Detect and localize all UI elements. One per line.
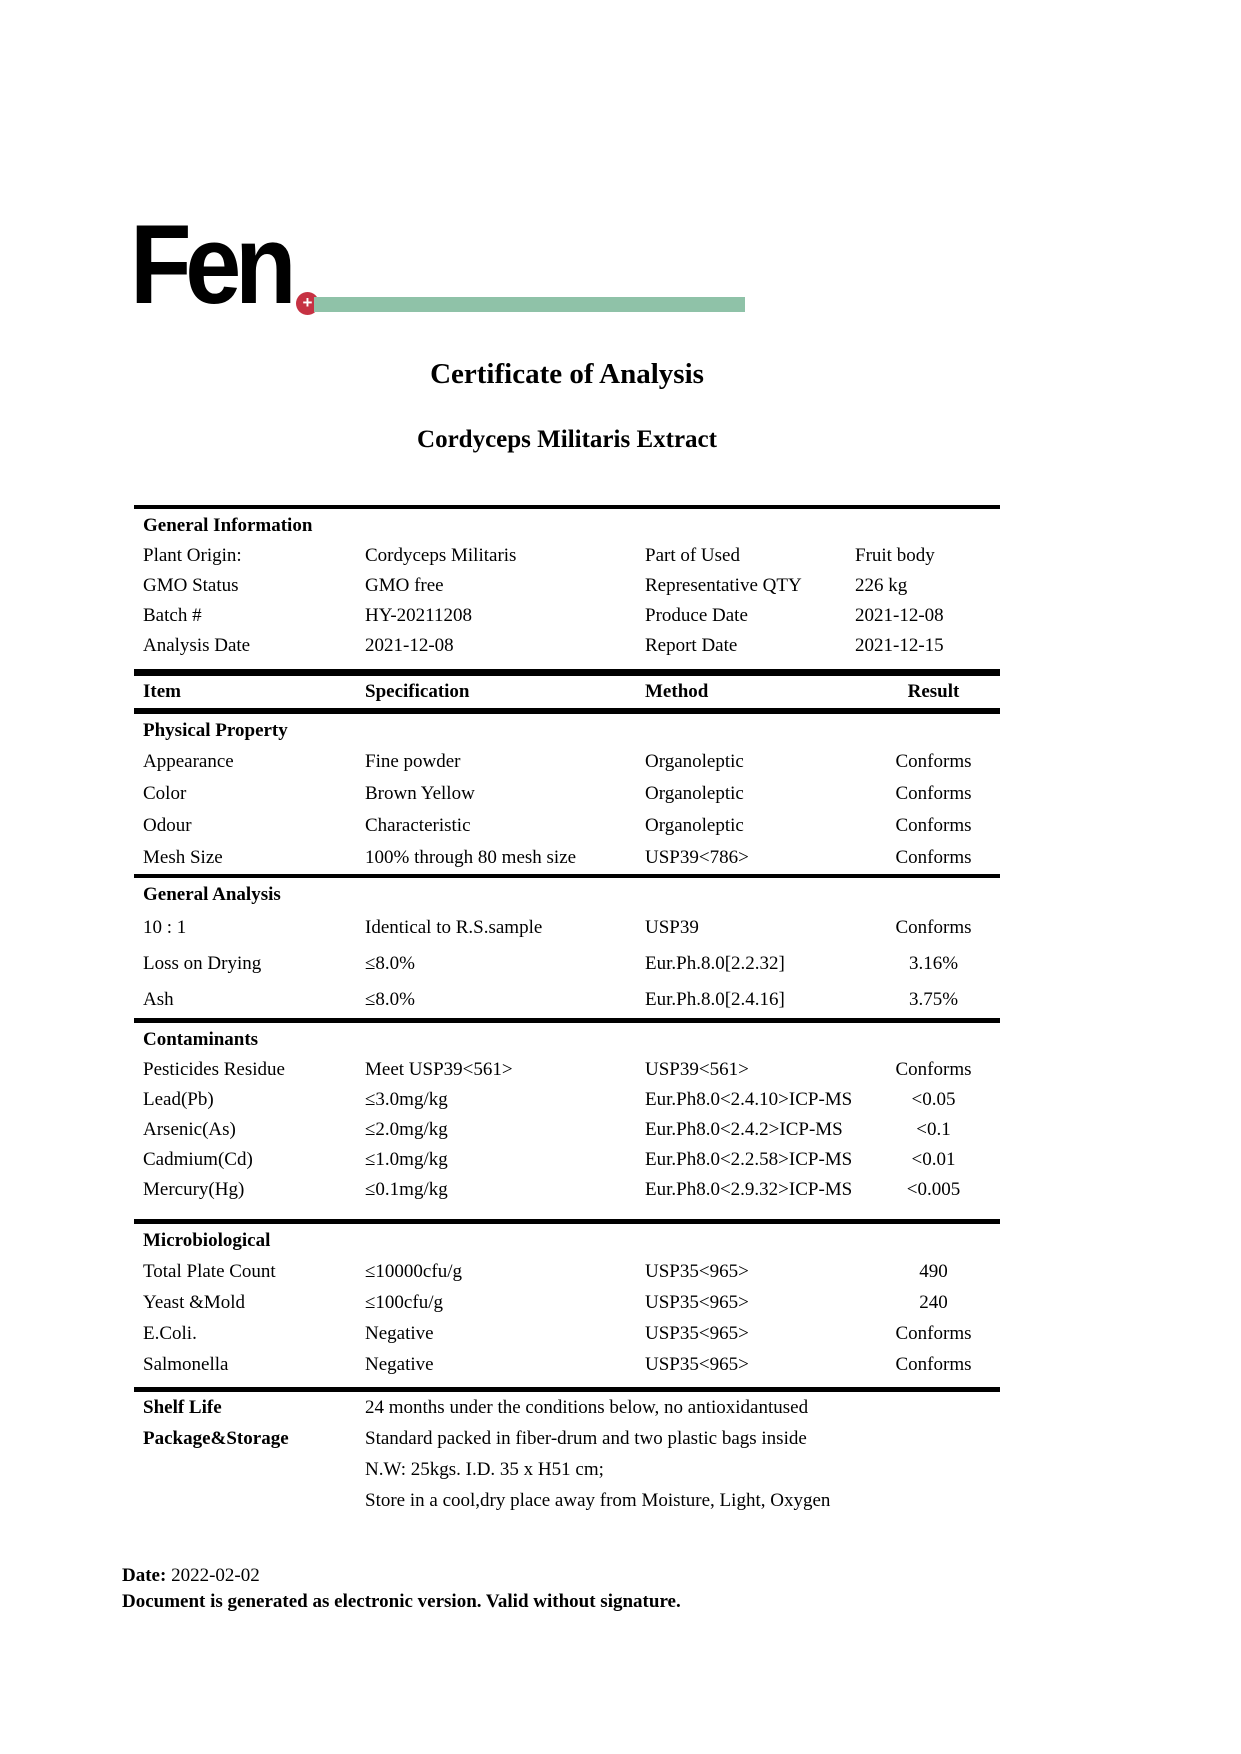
results-section xyxy=(134,714,1000,878)
specification-cell: Identical to R.S.sample xyxy=(365,917,543,938)
specification-cell: ≤1.0mg/kg xyxy=(365,1149,448,1170)
info-value: 226 kg xyxy=(855,575,908,596)
method-cell: Eur.Ph8.0<2.2.58>ICP-MS xyxy=(645,1149,853,1170)
result-cell: Conforms xyxy=(895,847,972,868)
section-heading: General Analysis xyxy=(143,884,281,905)
storage-row xyxy=(134,1392,1000,1423)
info-value: HY-20211208 xyxy=(365,605,472,626)
item-cell: Mercury(Hg) xyxy=(143,1179,245,1200)
result-cell: <0.1 xyxy=(916,1119,951,1140)
table-row xyxy=(134,1055,1000,1085)
storage-text: N.W: 25kgs. I.D. 35 x H51 cm; xyxy=(365,1459,604,1480)
table-row xyxy=(134,910,1000,946)
info-value: 2021-12-08 xyxy=(855,605,944,626)
item-cell: Yeast &Mold xyxy=(143,1292,246,1313)
table-row xyxy=(134,842,1000,874)
method-cell: USP35<965> xyxy=(645,1354,749,1375)
info-value: Cordyceps Militaris xyxy=(365,545,517,566)
table-row xyxy=(134,778,1000,810)
storage-row xyxy=(134,1485,1000,1516)
date-label: Date: xyxy=(122,1565,167,1586)
item-cell: Mesh Size xyxy=(143,847,223,868)
method-cell: Organoleptic xyxy=(645,815,744,836)
section-heading: Microbiological xyxy=(143,1230,271,1251)
method-cell: Organoleptic xyxy=(645,751,744,772)
info-label: Produce Date xyxy=(645,605,748,626)
result-cell: Conforms xyxy=(895,1059,972,1080)
specification-cell: ≤0.1mg/kg xyxy=(365,1179,448,1200)
result-cell: <0.05 xyxy=(911,1089,956,1110)
result-cell: <0.005 xyxy=(906,1179,961,1200)
section-rows xyxy=(134,910,1000,1018)
table-row xyxy=(134,1256,1000,1287)
page-title: Certificate of Analysis xyxy=(430,358,704,390)
method-cell: Eur.Ph.8.0[2.2.32] xyxy=(645,953,785,974)
logo-plus-icon: + xyxy=(296,292,319,315)
info-value: 2021-12-15 xyxy=(855,635,944,656)
table-row xyxy=(134,1287,1000,1318)
item-cell: Cadmium(Cd) xyxy=(143,1149,253,1170)
table-row xyxy=(134,1318,1000,1349)
info-value: GMO free xyxy=(365,575,444,596)
specification-cell: ≤3.0mg/kg xyxy=(365,1089,448,1110)
table-row xyxy=(134,1349,1000,1380)
item-cell: Salmonella xyxy=(143,1354,229,1375)
column-header-method: Method xyxy=(645,681,709,702)
item-cell: Arsenic(As) xyxy=(143,1119,236,1140)
info-label: Batch # xyxy=(143,605,202,626)
method-cell: Eur.Ph8.0<2.9.32>ICP-MS xyxy=(645,1179,853,1200)
section-rows xyxy=(134,746,1000,874)
specification-cell: Meet USP39<561> xyxy=(365,1059,513,1080)
result-cell: Conforms xyxy=(895,917,972,938)
results-header-row xyxy=(134,676,1000,708)
results-sections xyxy=(134,714,1000,1392)
table-row xyxy=(134,1145,1000,1175)
method-cell: USP39 xyxy=(645,917,699,938)
logo xyxy=(130,202,1000,327)
info-label: GMO Status xyxy=(143,575,239,596)
footer-date-line xyxy=(122,1563,681,1589)
footer xyxy=(122,1563,681,1615)
item-cell: 10 : 1 xyxy=(143,917,187,938)
general-info-row xyxy=(134,571,1000,601)
storage-section xyxy=(134,1392,1000,1516)
section-rows xyxy=(134,1055,1000,1205)
item-cell: Lead(Pb) xyxy=(143,1089,214,1110)
item-cell: Total Plate Count xyxy=(143,1261,276,1282)
item-cell: Color xyxy=(143,783,187,804)
table-row xyxy=(134,982,1000,1018)
storage-text: 24 months under the conditions below, no antioxidantused xyxy=(365,1397,809,1418)
result-cell: 3.16% xyxy=(908,953,959,974)
table-row xyxy=(134,1175,1000,1205)
coa-table xyxy=(134,505,1000,1516)
column-header-specification: Specification xyxy=(365,681,470,702)
storage-label xyxy=(143,1485,365,1516)
method-cell: Eur.Ph.8.0[2.4.16] xyxy=(645,989,785,1010)
method-cell: USP35<965> xyxy=(645,1292,749,1313)
info-label: Report Date xyxy=(645,635,738,656)
info-label: Analysis Date xyxy=(143,635,251,656)
storage-label: Package&Storage xyxy=(143,1428,289,1449)
results-section xyxy=(134,1224,1000,1392)
header-top-rule xyxy=(134,669,1000,676)
result-cell: Conforms xyxy=(895,751,972,772)
table-row xyxy=(134,746,1000,778)
method-cell: Eur.Ph8.0<2.4.2>ICP-MS xyxy=(645,1119,843,1140)
general-info-rows xyxy=(134,541,1000,661)
table-row xyxy=(134,810,1000,842)
general-info-row xyxy=(134,541,1000,571)
specification-cell: 100% through 80 mesh size xyxy=(365,847,577,868)
info-value: 2021-12-08 xyxy=(365,635,454,656)
product-name: Cordyceps Militaris Extract xyxy=(417,426,717,453)
table-row xyxy=(134,946,1000,982)
specification-cell: Brown Yellow xyxy=(365,783,475,804)
result-cell: 240 xyxy=(919,1292,948,1313)
table-row xyxy=(134,1085,1000,1115)
results-section xyxy=(134,878,1000,1023)
result-cell: Conforms xyxy=(895,1354,972,1375)
result-cell: 490 xyxy=(919,1261,948,1282)
method-cell: USP39<786> xyxy=(645,847,749,868)
method-cell: USP35<965> xyxy=(645,1261,749,1282)
result-cell: Conforms xyxy=(895,783,972,804)
results-section xyxy=(134,1023,1000,1224)
specification-cell: ≤100cfu/g xyxy=(365,1292,443,1313)
electronic-version-note: Document is generated as electronic version. Valid without signature. xyxy=(122,1591,681,1612)
result-cell: <0.01 xyxy=(911,1149,956,1170)
general-info-row xyxy=(134,631,1000,661)
info-label: Representative QTY xyxy=(645,575,802,596)
column-header-result: Result xyxy=(907,681,960,702)
table-row xyxy=(134,1115,1000,1145)
specification-cell: ≤8.0% xyxy=(365,989,416,1010)
item-cell: Ash xyxy=(143,989,174,1010)
info-value: Fruit body xyxy=(855,545,935,566)
info-label: Plant Origin: xyxy=(143,545,242,566)
column-header-item: Item xyxy=(143,681,181,702)
section-heading: General Information xyxy=(143,515,313,536)
method-cell: Eur.Ph8.0<2.4.10>ICP-MS xyxy=(645,1089,853,1110)
specification-cell: Characteristic xyxy=(365,815,471,836)
storage-text: Standard packed in fiber-drum and two plastic bags inside xyxy=(365,1428,807,1449)
storage-text: Store in a cool,dry place away from Moisture, Light, Oxygen xyxy=(365,1490,831,1511)
storage-label: Shelf Life xyxy=(143,1397,222,1418)
result-cell: Conforms xyxy=(895,1323,972,1344)
item-cell: Appearance xyxy=(143,751,234,772)
specification-cell: Fine powder xyxy=(365,751,461,772)
general-information-section xyxy=(134,509,1000,669)
item-cell: Odour xyxy=(143,815,192,836)
storage-label xyxy=(143,1454,365,1485)
info-label: Part of Used xyxy=(645,545,740,566)
specification-cell: ≤10000cfu/g xyxy=(365,1261,462,1282)
specification-cell: Negative xyxy=(365,1323,434,1344)
section-heading: Physical Property xyxy=(143,720,288,741)
section-rows xyxy=(134,1256,1000,1380)
specification-cell: Negative xyxy=(365,1354,434,1375)
date-value: 2022-02-02 xyxy=(171,1565,260,1586)
storage-row xyxy=(134,1454,1000,1485)
method-cell: USP35<965> xyxy=(645,1323,749,1344)
specification-cell: ≤8.0% xyxy=(365,953,416,974)
item-cell: E.Coli. xyxy=(143,1323,197,1344)
logo-text: Fen xyxy=(130,202,291,327)
method-cell: Organoleptic xyxy=(645,783,744,804)
result-cell: 3.75% xyxy=(908,989,959,1010)
result-cell: Conforms xyxy=(895,815,972,836)
section-heading: Contaminants xyxy=(143,1029,259,1050)
storage-row xyxy=(134,1423,1000,1454)
specification-cell: ≤2.0mg/kg xyxy=(365,1119,448,1140)
general-info-row xyxy=(134,601,1000,631)
method-cell: USP39<561> xyxy=(645,1059,749,1080)
item-cell: Loss on Drying xyxy=(143,953,262,974)
logo-bar xyxy=(314,297,745,312)
item-cell: Pesticides Residue xyxy=(143,1059,285,1080)
